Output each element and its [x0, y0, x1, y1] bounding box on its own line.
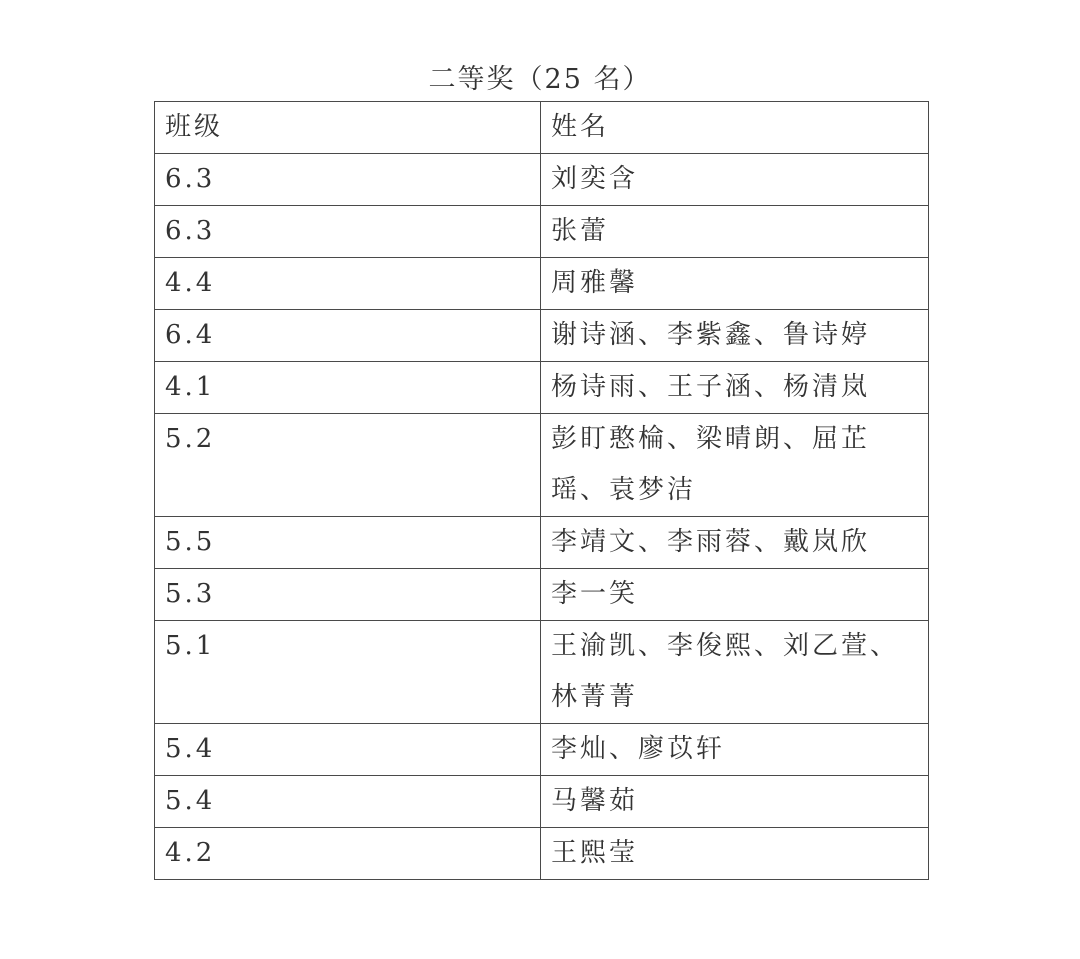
- class-cell: 5.2: [155, 414, 541, 517]
- award-table: [154, 101, 929, 880]
- class-cell: 5.4: [155, 776, 541, 828]
- table-row: [155, 828, 929, 880]
- table-row: [155, 154, 929, 206]
- class-cell: 6.4: [155, 310, 541, 362]
- class-cell: 4.4: [155, 258, 541, 310]
- names-cell: 周雅馨: [541, 258, 929, 310]
- table-row: [155, 776, 929, 828]
- table-row: [155, 310, 929, 362]
- table-row: [155, 724, 929, 776]
- table-row: [155, 414, 929, 517]
- class-cell: 6.3: [155, 206, 541, 258]
- table-row: [155, 569, 929, 621]
- table-header-row: [155, 102, 929, 154]
- names-cell: 李一笑: [541, 569, 929, 621]
- class-cell: 5.5: [155, 517, 541, 569]
- class-cell: 5.3: [155, 569, 541, 621]
- class-cell: 4.2: [155, 828, 541, 880]
- table-row: [155, 517, 929, 569]
- class-cell: 5.4: [155, 724, 541, 776]
- names-cell: 李灿、廖苡轩: [541, 724, 929, 776]
- names-cell: 谢诗涵、李紫鑫、鲁诗婷: [541, 310, 929, 362]
- page-title: 二等奖（25 名）: [428, 64, 652, 95]
- names-cell: 张蕾: [541, 206, 929, 258]
- header-name: 姓名: [541, 102, 929, 154]
- table-row: [155, 206, 929, 258]
- class-cell: 5.1: [155, 621, 541, 724]
- names-cell: 王熙莹: [541, 828, 929, 880]
- names-cell: 彭盯憨棆、梁晴朗、屈芷瑶、袁梦洁: [541, 414, 929, 517]
- table-row: [155, 258, 929, 310]
- names-cell: 刘奕含: [541, 154, 929, 206]
- header-class: 班级: [155, 102, 541, 154]
- table-row: [155, 362, 929, 414]
- names-cell: 李靖文、李雨蓉、戴岚欣: [541, 517, 929, 569]
- class-cell: 4.1: [155, 362, 541, 414]
- names-cell: 杨诗雨、王子涵、杨清岚: [541, 362, 929, 414]
- class-cell: 6.3: [155, 154, 541, 206]
- table-row: [155, 621, 929, 724]
- names-cell: 王渝凯、李俊熙、刘乙萱、林菁菁: [541, 621, 929, 724]
- names-cell: 马馨茹: [541, 776, 929, 828]
